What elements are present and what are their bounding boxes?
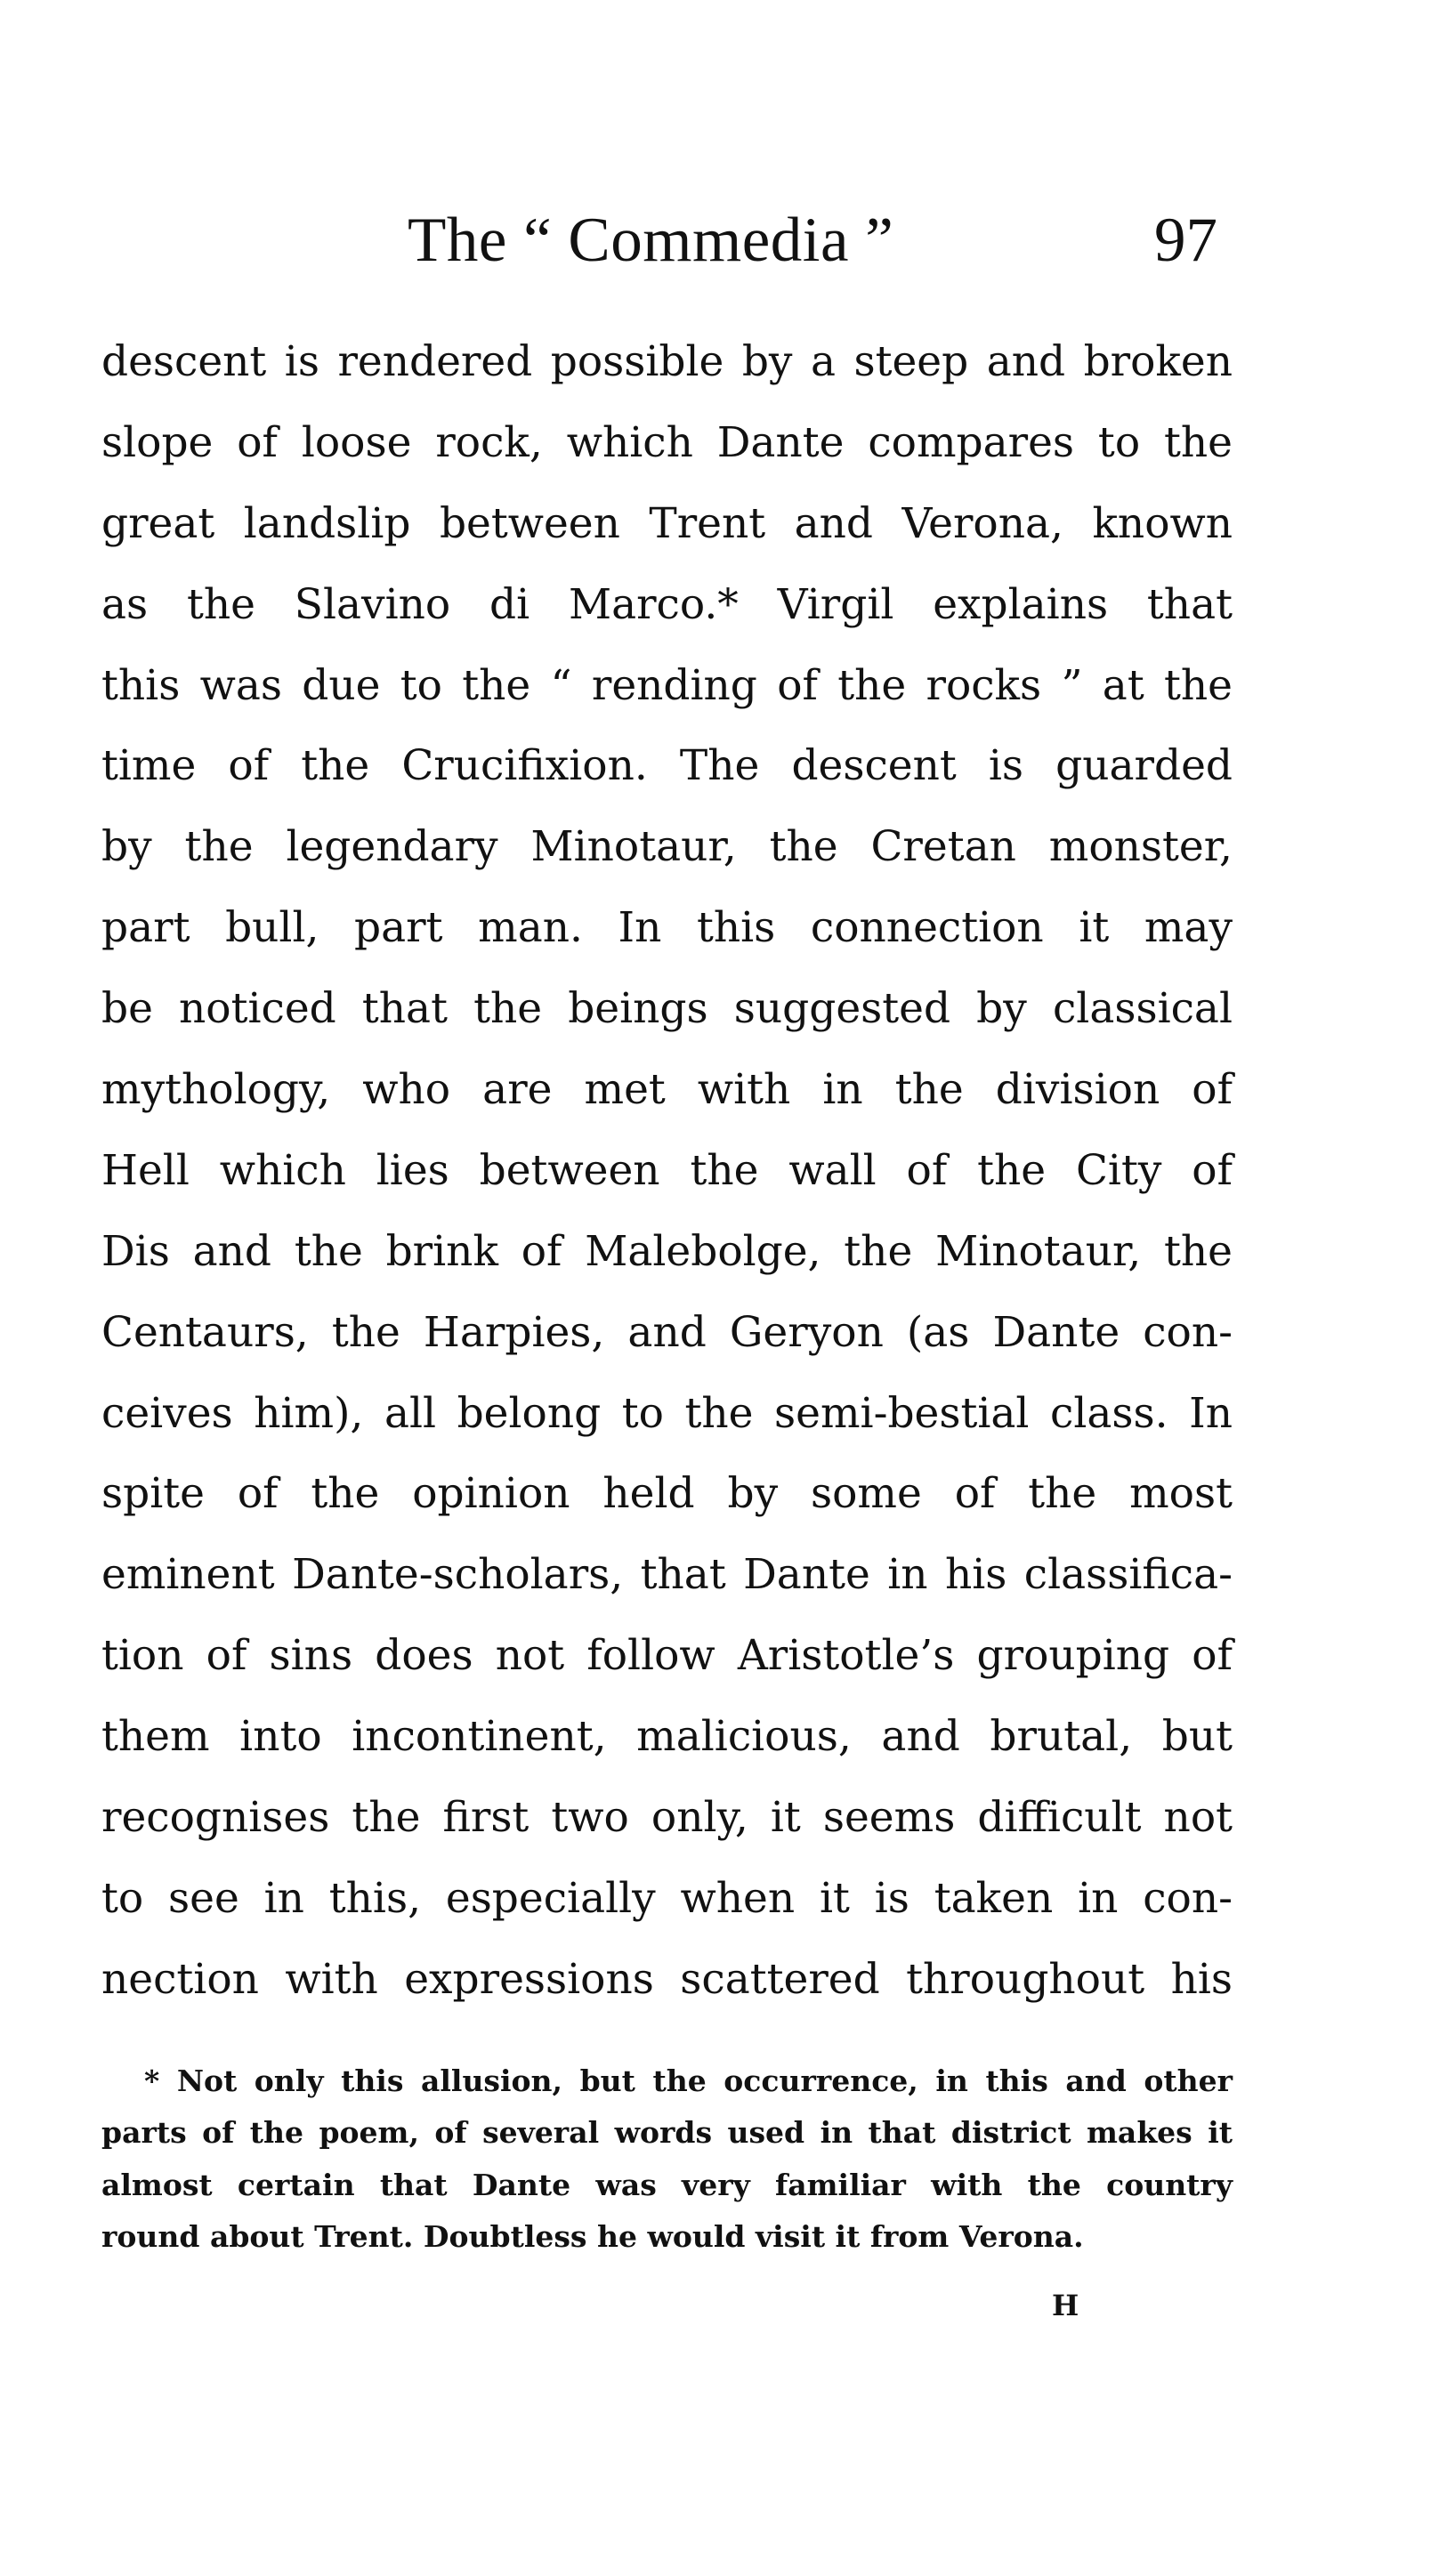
footnote-line: round about Trent. Doubtless he would visit it from Verona.	[101, 2218, 1084, 2254]
running-title: The “ Commedia ”	[408, 206, 894, 275]
footnote-line: almost certain that Dante was very familiar with the country	[101, 2167, 1233, 2202]
body-line: be noticed that the beings suggested by classical	[101, 984, 1233, 1034]
body-line: time of the Crucifixion. The descent is guarded	[101, 741, 1233, 791]
body-line: this was due to the “ rending of the rocks ” at the	[101, 660, 1233, 710]
body-line: tion of sins does not follow Aristotle’s grouping of	[101, 1631, 1233, 1681]
body-line: nection with expressions scattered throughout his	[101, 1954, 1233, 2004]
footnote-line: parts of the poem, of several words used in that district makes it	[101, 2115, 1233, 2151]
body-line: Centaurs, the Harpies, and Geryon (as Dante con-	[101, 1307, 1233, 1357]
body-line: by the legendary Minotaur, the Cretan monster,	[101, 822, 1233, 872]
page-number: 97	[1154, 206, 1217, 275]
body-line: as the Slavino di Marco.* Virgil explains that	[101, 579, 1233, 629]
body-line: to see in this, especially when it is taken in con-	[101, 1873, 1233, 1923]
running-head	[0, 200, 1439, 298]
body-line: great landslip between Trent and Verona, known	[101, 498, 1233, 548]
body-line: Hell which lies between the wall of the City of	[101, 1145, 1233, 1195]
body-line: recognises the first two only, it seems difficult not	[101, 1793, 1233, 1843]
footnote	[101, 2055, 1233, 2263]
body-text	[101, 322, 1233, 2021]
body-line: descent is rendered possible by a steep and broken	[101, 337, 1233, 386]
body-line: them into incontinent, malicious, and brutal, but	[101, 1712, 1233, 1762]
body-line: ceives him), all belong to the semi-bestial class. In	[101, 1388, 1233, 1438]
body-line: eminent Dante-scholars, that Dante in his classifica-	[101, 1550, 1233, 1600]
body-line: mythology, who are met with in the division of	[101, 1065, 1233, 1115]
body-line: Dis and the brink of Malebolge, the Minotaur, the	[101, 1226, 1233, 1276]
signature-mark: H	[1052, 2289, 1079, 2322]
body-line: part bull, part man. In this connection it may	[101, 903, 1233, 953]
body-line: spite of the opinion held by some of the most	[101, 1469, 1233, 1519]
body-line: slope of loose rock, which Dante compares to the	[101, 417, 1233, 467]
footnote-line: * Not only this allusion, but the occurrence, in this and other	[144, 2063, 1233, 2098]
